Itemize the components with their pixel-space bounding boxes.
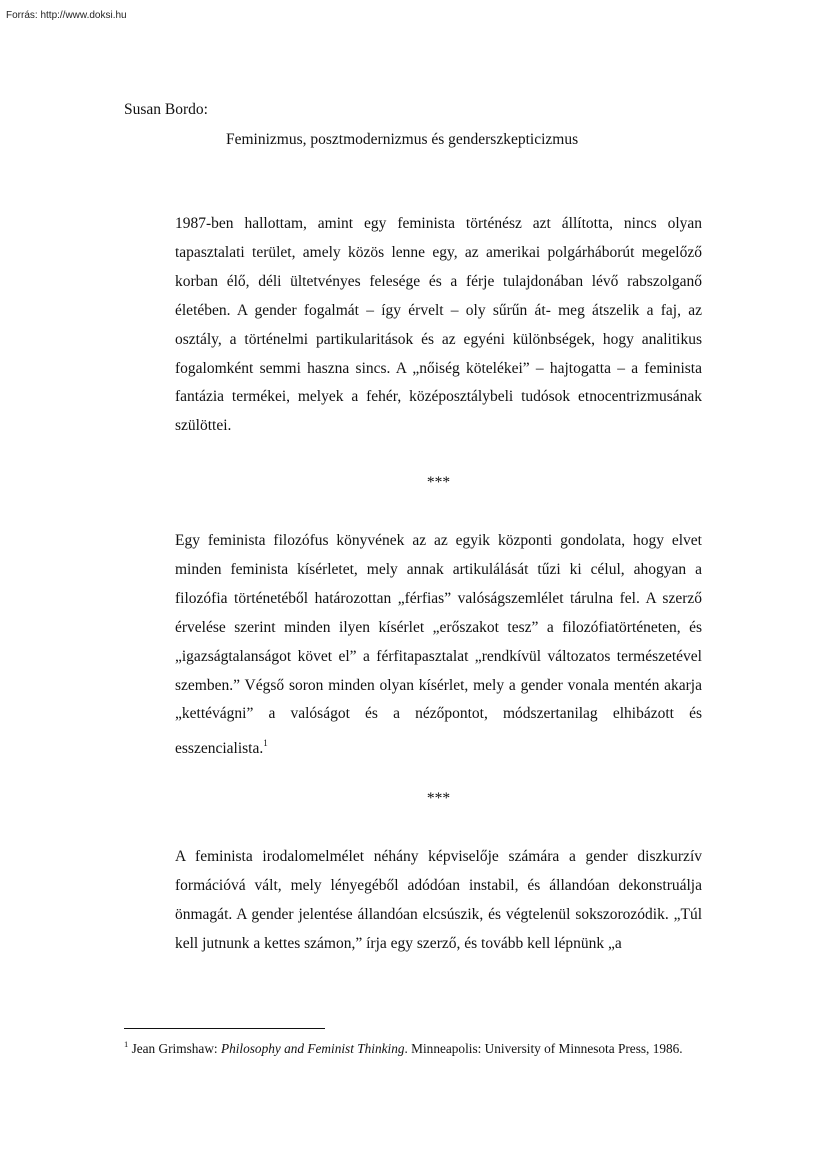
footnote bbox=[113, 1036, 702, 1057]
section-separator-2: *** bbox=[426, 790, 451, 807]
author-name: Susan Bordo: bbox=[124, 101, 208, 118]
paragraph-3: A feminista irodalomelmélet néhány képviselője számára a gender diszkurzív formációvá vált, mely lényegéből adódóan instabil, és állandóan dekonstruálja önmagát. A gender jelentése állandóan elcsúszik, és végtelenül sokszorozódik. „Túl kell jutnunk a kettes számon,” írja egy szerző, és tovább kell lépnünk „a bbox=[175, 848, 702, 952]
section-separator-1: *** bbox=[426, 474, 451, 491]
paragraph-2 bbox=[175, 527, 702, 764]
paragraph-2-text: Egy feminista filozófus könyvének az az egyik központi gondolata, hogy elvet minden feminista kísérletet, mely annak artikulálását tűzi ki célul, ahogyan a filozófia történetéből határozottan „férfias” valóságszemlélet tárulna fel. A szerző érvelése szerint minden ilyen kísérlet „erőszakot tesz” a filozófiatörténeten, és „igazságtalanságot követ el” a férfitapasztalat „rendkívül változatos természetével szemben.” Végső soron minden olyan kísérlet, mely a gender vonala mentén akarja „kettévágni” a valóságot és a nézőpontot, módszertanilag elhibázott és esszencialista. bbox=[175, 532, 702, 758]
source-url: Forrás: http://www.doksi.hu bbox=[6, 10, 127, 21]
footnote-reference[interactable]: 1 bbox=[263, 738, 268, 749]
footnote-publication: . Minneapolis: University of Minnesota Press, 1986. bbox=[404, 1041, 683, 1056]
footnote-author: Jean Grimshaw: bbox=[131, 1041, 218, 1056]
document-title: Feminizmus, posztmodernizmus és genderszkepticizmus bbox=[226, 131, 579, 148]
footnote-book-title: Philosophy and Feminist Thinking bbox=[220, 1041, 405, 1056]
paragraph-1: 1987-ben hallottam, amint egy feminista történész azt állította, nincs olyan tapasztalati terület, amely közös lenne egy, az amerikai polgárháborút megelőző korban élő, déli ültetvényes felesége és a férje tulajdonában lévő rabszolganő életében. A gender fogalmát – így érvelt – oly sűrűn át- meg átszelik a faj, az osztály, a történelmi partikularitások és az egyéni különbségek, hogy analitikus fogalomként semmi haszna sincs. A „nőiség kötelékei” – hajtogatta – a feminista fantázia termékei, melyek a fehér, középosztálybeli tudósok etnocentrizmusának szülöttei. bbox=[175, 215, 702, 435]
footnote-number: 1 bbox=[124, 1039, 129, 1049]
footnote-divider bbox=[124, 1028, 325, 1029]
